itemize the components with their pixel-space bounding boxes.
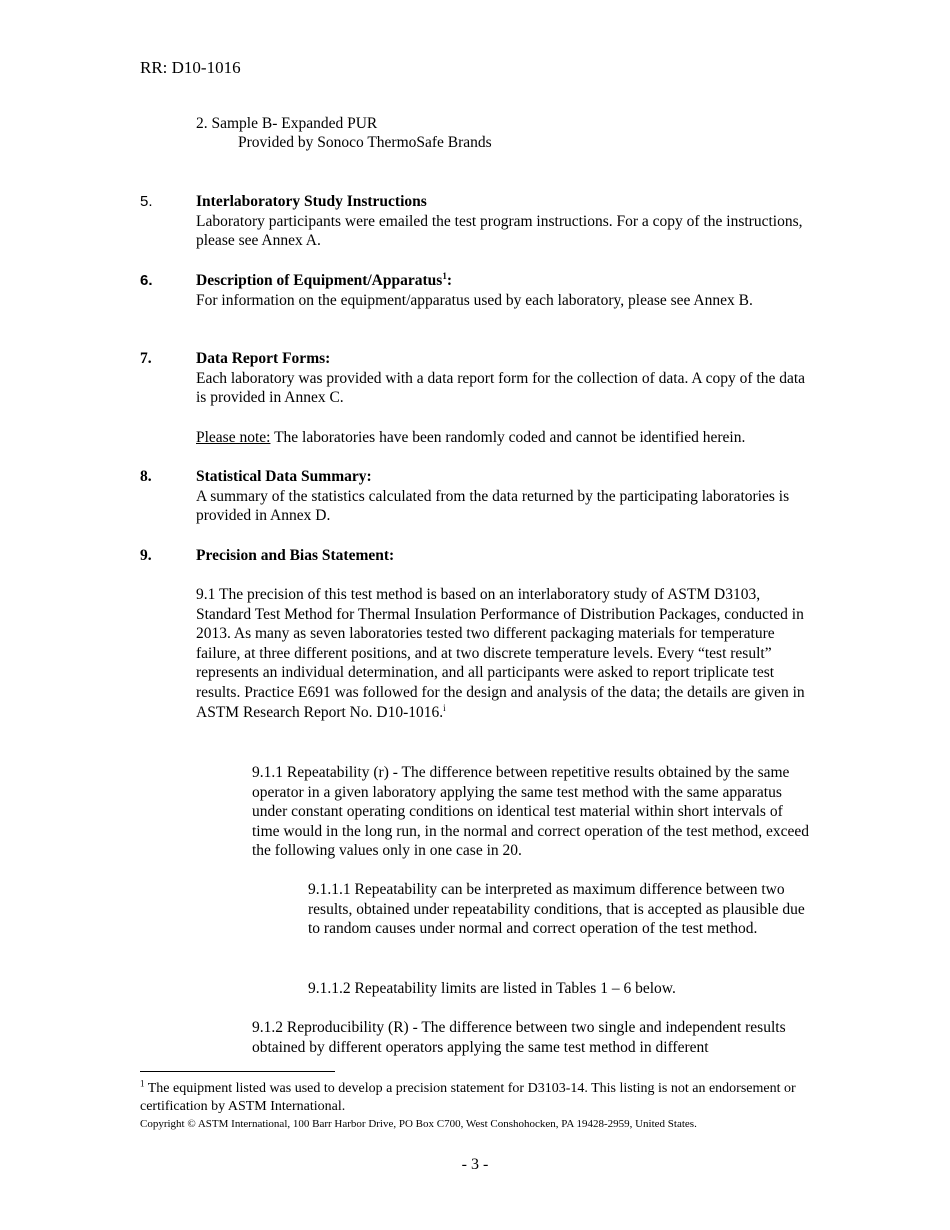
note-label: Please note:: [196, 429, 271, 446]
section-5-title: Interlaboratory Study Instructions: [196, 193, 427, 210]
section-7-title: Data Report Forms:: [196, 350, 331, 367]
section-7: [196, 349, 816, 408]
paragraph-9-1: [196, 585, 810, 722]
paragraph-9-1-text: 9.1 The precision of this test method is based on an interlaboratory study of ASTM D3103, Standard Test Method for Thermal Insulation Performance of Distribution Packages, conducted in 2013. As many as seven laboratories tested two different packaging materials for temperature failure, at three different positions, and at two discrete temperature levels. Every “test result” represents an individual determination, and all participants were asked to report triplicate test results. Practice E691 was followed for the design and analysis of the data; the details are given in ASTM Research Report No. D10-1016.: [196, 586, 805, 721]
section-5-number: 5.: [140, 193, 153, 210]
section-6-title-colon: :: [446, 272, 452, 289]
paragraph-9-1-2: 9.1.2 Reproducibility (R) - The difference between two single and independent results obtained by different operators applying the same test method in different: [252, 1019, 786, 1056]
section-8-body: A summary of the statistics calculated from the data returned by the participating laboratories is provided in Annex D.: [196, 487, 790, 525]
sample-b-line1: 2. Sample B- Expanded PUR: [196, 115, 378, 132]
section-6-title-text: Description of Equipment/Apparatus: [196, 272, 443, 289]
note-text: The laboratories have been randomly coded and cannot be identified herein.: [270, 429, 746, 446]
section-5-body: Laboratory participants were emailed the test program instructions. For a copy of the instructions, please see Annex A.: [196, 212, 803, 250]
paragraph-9-1-1: 9.1.1 Repeatability (r) - The difference between repetitive results obtained by the same operator in a given laboratory applying the same test method with the same apparatus under constant operating conditions on identical test material within short intervals of time would in the long run, in the normal and correct operation of the test method, exceed the following values only in one case in 20.: [252, 764, 809, 860]
section-9-number: 9.: [140, 547, 152, 564]
page-number: - 3 -: [461, 1156, 489, 1173]
footnote-marker: 1: [140, 1078, 145, 1089]
footnote: [140, 1080, 800, 1116]
section-8: [196, 467, 816, 526]
section-7-note: [196, 428, 745, 448]
section-5: [196, 192, 816, 251]
section-6-body: For information on the equipment/apparatus used by each laboratory, please see Annex B.: [196, 291, 753, 309]
paragraph-9-1-1-1: 9.1.1.1 Repeatability can be interpreted as maximum difference between two results, obtained under repeatability conditions, that is accepted as plausible due to random causes under normal and correct operation of the test method.: [308, 881, 805, 938]
endnote-ref-i: i: [443, 702, 446, 713]
section-7-body: Each laboratory was provided with a data report form for the collection of data. A copy of the data is provided in Annex C.: [196, 369, 806, 407]
footnote-separator: [140, 1071, 335, 1072]
footnote-ref-1: 1: [442, 270, 447, 281]
section-9-title: Precision and Bias Statement:: [196, 547, 395, 564]
footnote-text: The equipment listed was used to develop a precision statement for D3103-14. This listing is not an endorsement or certification by ASTM International.: [140, 1081, 796, 1114]
copyright-line: Copyright © ASTM International, 100 Barr Harbor Drive, PO Box C700, West Conshohocken, PA 19428-2959, United States.: [140, 1118, 697, 1130]
section-6-number: 6.: [140, 272, 153, 289]
section-7-number: 7.: [140, 350, 152, 367]
section-6: [196, 271, 816, 310]
sample-b-line2: Provided by Sonoco ThermoSafe Brands: [238, 134, 492, 151]
paragraph-9-1-1-2: 9.1.1.2 Repeatability limits are listed in Tables 1 – 6 below.: [308, 980, 676, 997]
report-id: RR: D10-1016: [140, 58, 241, 77]
section-8-number: 8.: [140, 468, 152, 485]
section-6-title: [196, 271, 816, 291]
section-8-title: Statistical Data Summary:: [196, 468, 372, 485]
